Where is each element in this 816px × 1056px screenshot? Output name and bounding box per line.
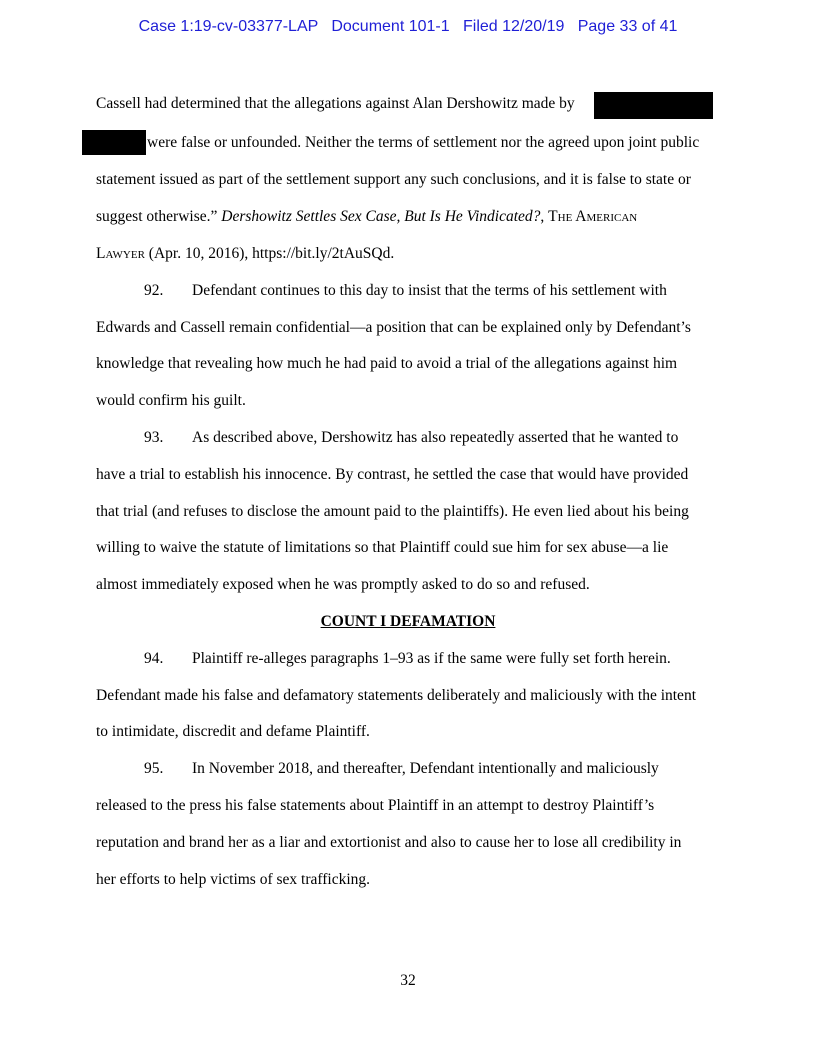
body-line: to intimidate, discredit and defame Plaintiff.: [96, 723, 370, 740]
body-line: almost immediately exposed when he was promptly asked to do so and refused.: [96, 576, 590, 593]
body-line: would confirm his guilt.: [96, 392, 246, 409]
page-of-total: Page 33 of 41: [577, 18, 678, 35]
body-line: released to the press his false statements about Plaintiff in an attempt to destroy Plaintiff’s: [96, 797, 655, 814]
paragraph-93-first-line: 93. As described above, Dershowitz has also repeatedly asserted that he wanted to: [144, 429, 679, 446]
paragraph-number: 95.: [144, 760, 164, 777]
body-line: have a trial to establish his innocence. By contrast, he settled the case that would have provided: [96, 466, 689, 483]
quote-end-text: suggest otherwise.”: [96, 208, 218, 225]
body-line: statement issued as part of the settlement support any such conclusions, and it is false to state or: [96, 171, 691, 188]
paragraph-number: 93.: [144, 429, 164, 446]
body-line: that trial (and refuses to disclose the amount paid to the plaintiffs). He even lied about his being: [96, 503, 689, 520]
article-title: Dershowitz Settles Sex Case, But Is He Vindicated?: [221, 208, 541, 225]
body-line: Edwards and Cassell remain confidential—a position that can be explained only by Defendant’s: [96, 319, 691, 336]
body-line: [96, 207, 637, 227]
publication-name-cont: Lawyer: [96, 245, 145, 262]
body-line: [96, 244, 394, 264]
body-line: were false or unfounded. Neither the terms of settlement nor the agreed upon joint public: [147, 134, 700, 151]
page-number: 32: [400, 972, 416, 989]
body-line: willing to waive the statute of limitations so that Plaintiff could sue him for sex abuse—a lie: [96, 539, 669, 556]
body-line: her efforts to help victims of sex trafficking.: [96, 871, 371, 888]
citation-date-url: (Apr. 10, 2016), https://bit.ly/2tAuSQd.: [148, 245, 395, 262]
document-number: Document 101-1: [331, 18, 450, 35]
paragraph-number: 92.: [144, 282, 164, 299]
body-line: Defendant made his false and defamatory statements deliberately and maliciously with the intent: [96, 687, 696, 704]
citation-comma: ,: [540, 208, 545, 225]
paragraph-number: 94.: [144, 650, 164, 667]
case-header: [0, 17, 816, 37]
redaction-block: [82, 130, 146, 155]
publication-name: The American: [548, 208, 638, 225]
redaction-block: [594, 92, 713, 119]
paragraph-95-first-line: 95. In November 2018, and thereafter, Defendant intentionally and maliciously: [144, 760, 659, 777]
paragraph-92-first-line: 92. Defendant continues to this day to insist that the terms of his settlement with: [144, 282, 667, 299]
filed-date: Filed 12/20/19: [462, 18, 565, 35]
body-line: reputation and brand her as a liar and extortionist and also to cause her to lose all credibility in: [96, 834, 682, 851]
count-heading: COUNT I DEFAMATION: [320, 613, 496, 630]
case-number: Case 1:19-cv-03377-LAP: [138, 18, 318, 35]
body-line: Cassell had determined that the allegations against Alan Dershowitz made by: [96, 95, 575, 112]
paragraph-94-first-line: 94. Plaintiff re-alleges paragraphs 1–93 as if the same were fully set forth herein.: [144, 650, 671, 667]
body-line: knowledge that revealing how much he had paid to avoid a trial of the allegations against him: [96, 355, 678, 372]
